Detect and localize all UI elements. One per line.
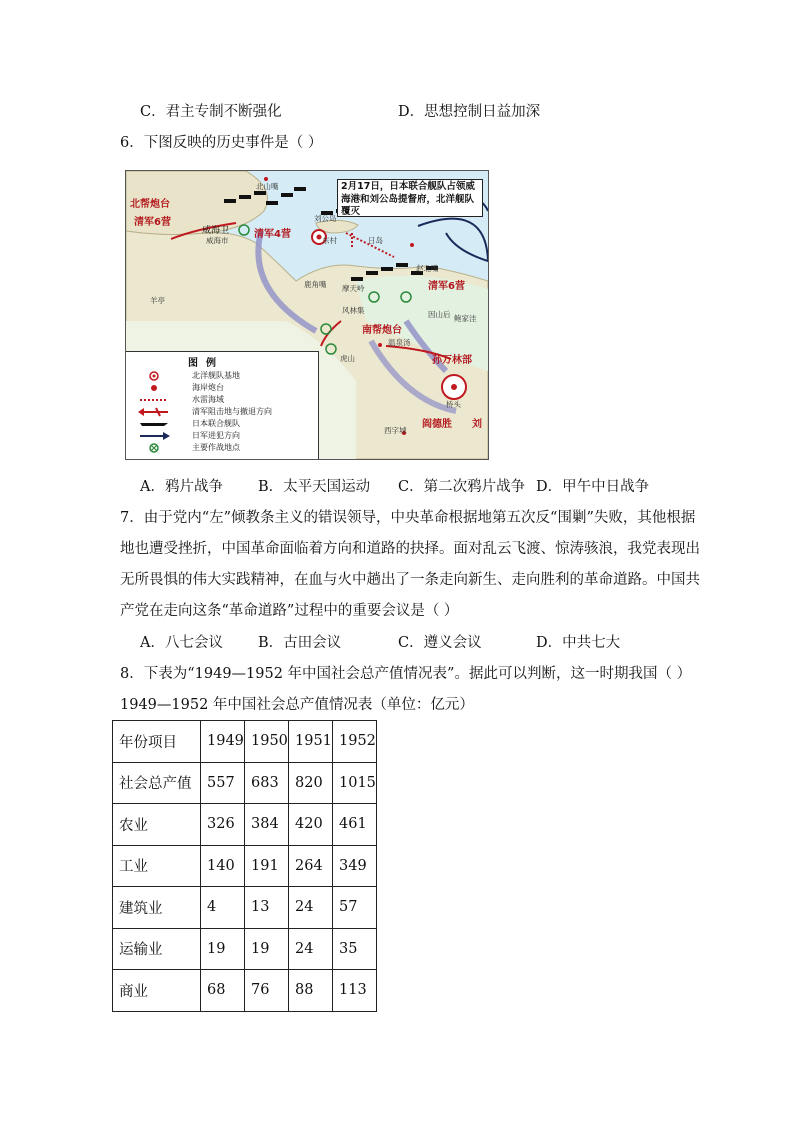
- q6-option-d: D．甲午中日战争: [536, 479, 650, 495]
- legend-row-fleet: 日本联合舰队: [134, 419, 240, 429]
- table-cell: 326: [201, 804, 245, 846]
- q5-option-d: D．思想控制日益加深: [398, 104, 541, 120]
- label-qingjun6-right: 清军6营: [428, 281, 465, 292]
- table-cell: 运输业: [113, 928, 201, 970]
- label-weihaiwei: 威海卫: [202, 226, 230, 236]
- label-qiaotou: 桥头: [446, 400, 461, 409]
- table-cell: 24: [289, 928, 333, 970]
- map-callout: 2月17日，日本联合舰队占领威海港和刘公岛提督府，北洋舰队覆灭: [337, 179, 483, 217]
- label-yandesheng: 阎德胜: [422, 419, 452, 430]
- q6-option-c: C．第二次鸦片战争: [398, 479, 526, 495]
- label-qingjun6-left: 清军6营: [134, 217, 171, 228]
- q7-line-4: 产党在走向这条“革命道路”过程中的重要会议是（ ）: [120, 603, 459, 619]
- label-sunwanlin: 孙万林部: [432, 355, 472, 366]
- table-cell: 建筑业: [113, 887, 201, 929]
- label-hushan: 虎山: [340, 354, 355, 363]
- table-cell: 19: [201, 928, 245, 970]
- label-xiziyu: 西字城: [384, 426, 407, 435]
- table-row: [113, 804, 377, 846]
- table-cell: 384: [245, 804, 289, 846]
- label-qingjun4: 清军4营: [254, 229, 291, 240]
- q7-line-3: 无所畏惧的伟大实践精神，在血与火中趟出了一条走向新生、走向胜利的革命道路。中国共: [120, 572, 700, 588]
- table-cell: 24: [289, 887, 333, 929]
- table-cell: 88: [289, 970, 333, 1012]
- legend-row-base: 北洋舰队基地: [134, 371, 240, 381]
- table-cell: 191: [245, 845, 289, 887]
- table-cell: 461: [333, 804, 377, 846]
- table-cell: 264: [289, 845, 333, 887]
- label-zhaobeizui: 赵北嘴: [416, 264, 439, 273]
- q6-option-a: A．鸦片战争: [140, 479, 223, 495]
- q5-option-c: C．君主专制不断强化: [140, 104, 282, 120]
- legend-row-advance: 日军进犯方向: [134, 431, 240, 441]
- q7-option-d: D．中共七大: [536, 635, 621, 651]
- q7-option-a: A．八七会议: [140, 635, 223, 651]
- table-cell: 420: [289, 804, 333, 846]
- label-liu: 刘: [472, 419, 482, 430]
- table-cell: 557: [201, 762, 245, 804]
- q7-line-1: 7．由于党内“左”倾教条主义的错误领导，中央革命根据地第五次反“围剿”失败，其他根据: [120, 510, 696, 526]
- q7-option-c: C．遵义会议: [398, 635, 482, 651]
- legend-title: 图例: [188, 358, 224, 369]
- legend-row-battery: 海岸炮台: [134, 383, 224, 393]
- table-cell: 68: [201, 970, 245, 1012]
- label-yinshanhou: 因山后: [428, 310, 451, 319]
- label-weihaishi: 威海市: [206, 236, 229, 245]
- battle-point-1: [239, 225, 249, 235]
- table-cell: 13: [245, 887, 289, 929]
- table-cell: 工业: [113, 845, 201, 887]
- label-dongcun: 东村: [322, 236, 337, 245]
- label-fenglin: 风林集: [342, 306, 365, 315]
- table-cell: 4: [201, 887, 245, 929]
- fleet-arc-1: [418, 219, 488, 261]
- q7-option-b: B．古田会议: [258, 635, 342, 651]
- table-cell: 1952: [333, 721, 377, 763]
- table-header-row: [113, 721, 377, 763]
- table-cell: 商业: [113, 970, 201, 1012]
- q6-stem: 6．下图反映的历史事件是（ ）: [120, 135, 323, 151]
- label-yangting: 羊亭: [150, 296, 165, 305]
- table-cell: 社会总产值: [113, 762, 201, 804]
- table-cell: 1015: [333, 762, 377, 804]
- label-beibang: 北帮炮台: [130, 199, 170, 210]
- table-cell: 1949: [201, 721, 245, 763]
- table-row: [113, 970, 377, 1012]
- legend-row-battle: 主要作战地点: [134, 443, 240, 453]
- table-cell: 349: [333, 845, 377, 887]
- table-row: [113, 887, 377, 929]
- label-beishan: 北山嘴: [256, 182, 279, 191]
- table-cell: 113: [333, 970, 377, 1012]
- table-cell: 农业: [113, 804, 201, 846]
- battle-map: [125, 170, 489, 460]
- table-cell: 19: [245, 928, 289, 970]
- q8-table-caption: 1949—1952 年中国社会总产值情况表（单位：亿元）: [120, 697, 474, 713]
- table-cell: 820: [289, 762, 333, 804]
- table-row: [113, 762, 377, 804]
- map-legend: [126, 351, 319, 460]
- table-cell: 1951: [289, 721, 333, 763]
- production-table: [112, 720, 377, 1012]
- table-row: [113, 845, 377, 887]
- label-motianling: 摩天岭: [342, 284, 365, 293]
- label-nanbang: 南帮炮台: [362, 325, 402, 336]
- legend-row-retreat: 清军阻击地与撤退方向: [134, 407, 272, 417]
- table-cell: 57: [333, 887, 377, 929]
- q8-stem: 8．下表为“1949—1952 年中国社会总产值情况表”。据此可以判断，这一时期我国（ ）: [120, 666, 692, 682]
- label-wenquantang: 温泉汤: [388, 338, 411, 347]
- table-cell: 76: [245, 970, 289, 1012]
- table-cell: 年份项目: [113, 721, 201, 763]
- label-lugang: 鹿角嘴: [304, 280, 327, 289]
- label-ridao: 日岛: [368, 236, 383, 245]
- q6-option-b: B．太平天国运动: [258, 479, 371, 495]
- table-cell: 35: [333, 928, 377, 970]
- legend-row-mines: 水雷海域: [192, 395, 224, 404]
- label-baojia: 鲍家洼: [454, 314, 477, 323]
- table-cell: 140: [201, 845, 245, 887]
- table-cell: 683: [245, 762, 289, 804]
- q7-line-2: 地也遭受挫折，中国革命面临着方向和道路的抉择。面对乱云飞渡、惊涛骇浪，我党表现出: [120, 541, 700, 557]
- table-row: [113, 928, 377, 970]
- label-liugongdao: 刘公岛: [314, 214, 337, 223]
- table-cell: 1950: [245, 721, 289, 763]
